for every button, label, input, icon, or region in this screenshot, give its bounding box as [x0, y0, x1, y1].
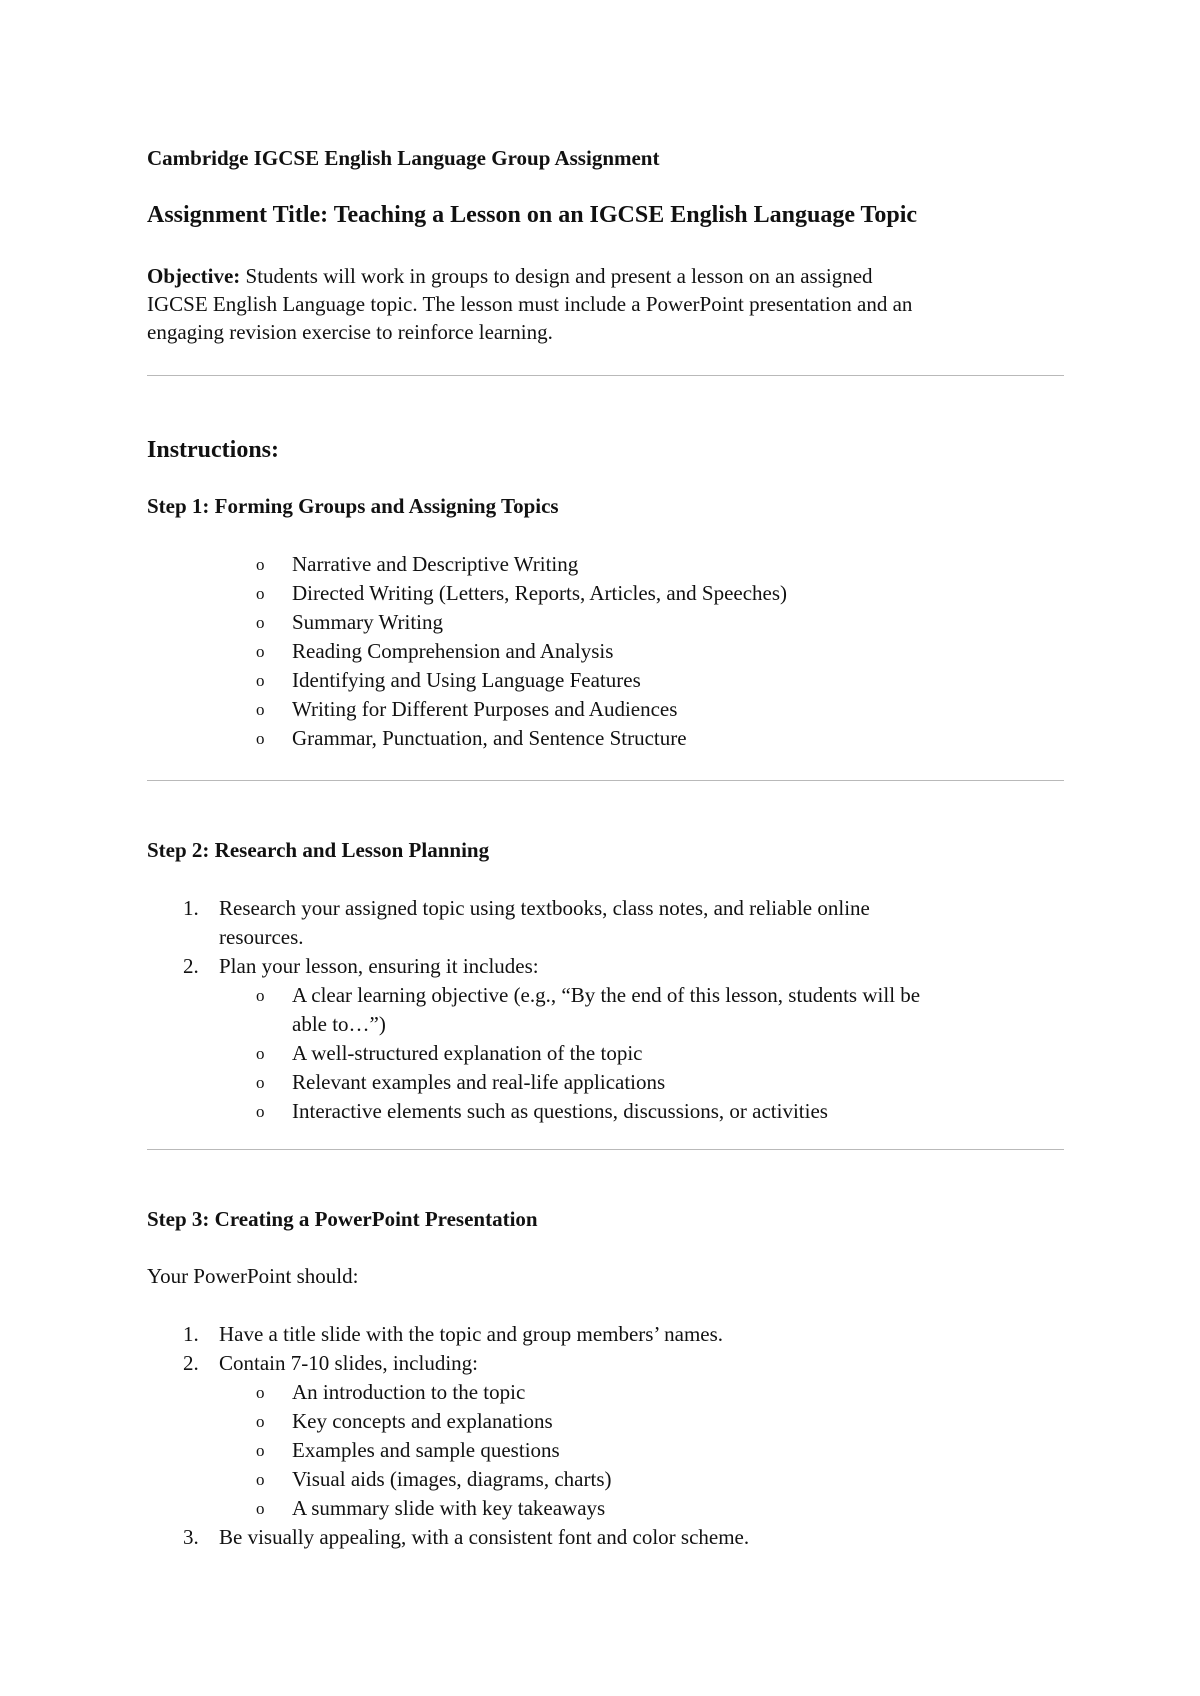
objective-text-line-2: IGCSE English Language topic. The lesson must include a PowerPoint presentation and an	[147, 292, 913, 316]
list-item: o Key concepts and explanations	[292, 1407, 1079, 1436]
bullet-icon: o	[256, 1383, 265, 1402]
list-item: o Grammar, Punctuation, and Sentence Structure	[292, 724, 787, 753]
list-item: o Visual aids (images, diagrams, charts)	[292, 1465, 1079, 1494]
bullet-icon: o	[256, 700, 265, 719]
bullet-icon: o	[256, 1412, 265, 1431]
bullet-icon: o	[256, 642, 265, 661]
step3-numbered-list	[183, 1320, 1079, 1552]
objective-paragraph	[147, 262, 1077, 346]
step3-intro: Your PowerPoint should:	[147, 1264, 359, 1288]
document-header: Cambridge IGCSE English Language Group Assignment	[147, 146, 660, 170]
bullet-icon: o	[256, 1470, 265, 1489]
list-item: 1. Research your assigned topic using textbooks, class notes, and reliable online resources.	[183, 896, 870, 949]
bullet-icon: o	[256, 986, 265, 1005]
assignment-title: Assignment Title: Teaching a Lesson on an IGCSE English Language Topic	[147, 202, 918, 228]
list-item: 3. Be visually appealing, with a consistent font and color scheme.	[183, 1525, 750, 1549]
step1-topic-list	[256, 550, 788, 753]
list-item: o Directed Writing (Letters, Reports, Articles, and Speeches)	[292, 579, 787, 608]
list-item: o A clear learning objective (e.g., “By the end of this lesson, students will be able to…”)	[256, 983, 921, 1036]
bullet-icon: o	[256, 671, 265, 690]
bullet-icon: o	[256, 613, 265, 632]
list-item: o Relevant examples and real-life applications	[292, 1068, 1079, 1097]
list-item: o A well-structured explanation of the topic	[292, 1039, 1079, 1068]
list-item: 2. Contain 7-10 slides, including: o An introduction to the topic o Key concepts and explanations o Examples and sample questions o Visual aids (images, diagrams, charts) o A summary slide with key takeaways	[219, 1349, 1079, 1523]
objective-text-line-1: Students will work in groups to design and present a lesson on an assigned	[240, 264, 873, 288]
bullet-icon: o	[256, 729, 265, 748]
list-item: o Narrative and Descriptive Writing	[292, 550, 787, 579]
list-item: o Identifying and Using Language Features	[292, 666, 787, 695]
instructions-heading: Instructions:	[147, 437, 280, 463]
step1-heading: Step 1: Forming Groups and Assigning Topics	[147, 494, 559, 518]
divider	[147, 1149, 1064, 1150]
step2-heading: Step 2: Research and Lesson Planning	[147, 838, 490, 862]
list-item: o An introduction to the topic	[292, 1378, 1079, 1407]
list-item: o Writing for Different Purposes and Audiences	[292, 695, 787, 724]
bullet-icon: o	[256, 1441, 265, 1460]
list-item: o Interactive elements such as questions, discussions, or activities	[292, 1097, 1079, 1126]
objective-label: Objective:	[147, 264, 241, 288]
list-item: 2. Plan your lesson, ensuring it includes: o A clear learning objective (e.g., “By the end of this lesson, students will be able to…”) o A well-structured explanation of the topic o Relevant examples and real-life applications o Interactive elements such as questions, discussions, or activities	[219, 952, 1079, 1126]
list-item: o Examples and sample questions	[292, 1436, 1079, 1465]
bullet-icon: o	[256, 1102, 265, 1121]
bullet-icon: o	[256, 1499, 265, 1518]
step2-sub-list	[256, 981, 1079, 1126]
step3-heading: Step 3: Creating a PowerPoint Presentation	[147, 1207, 538, 1231]
divider	[147, 375, 1064, 376]
step2-numbered-list	[183, 894, 1079, 1126]
divider	[147, 780, 1064, 781]
list-item: o Reading Comprehension and Analysis	[292, 637, 787, 666]
bullet-icon: o	[256, 584, 265, 603]
list-item: o A summary slide with key takeaways	[292, 1494, 1079, 1523]
bullet-icon: o	[256, 555, 265, 574]
bullet-icon: o	[256, 1044, 265, 1063]
bullet-icon: o	[256, 1073, 265, 1092]
list-item: o Summary Writing	[292, 608, 787, 637]
list-item: 1. Have a title slide with the topic and group members’ names.	[183, 1322, 724, 1346]
step3-sub-list	[256, 1378, 1079, 1523]
objective-text-line-3: engaging revision exercise to reinforce learning.	[147, 320, 553, 344]
